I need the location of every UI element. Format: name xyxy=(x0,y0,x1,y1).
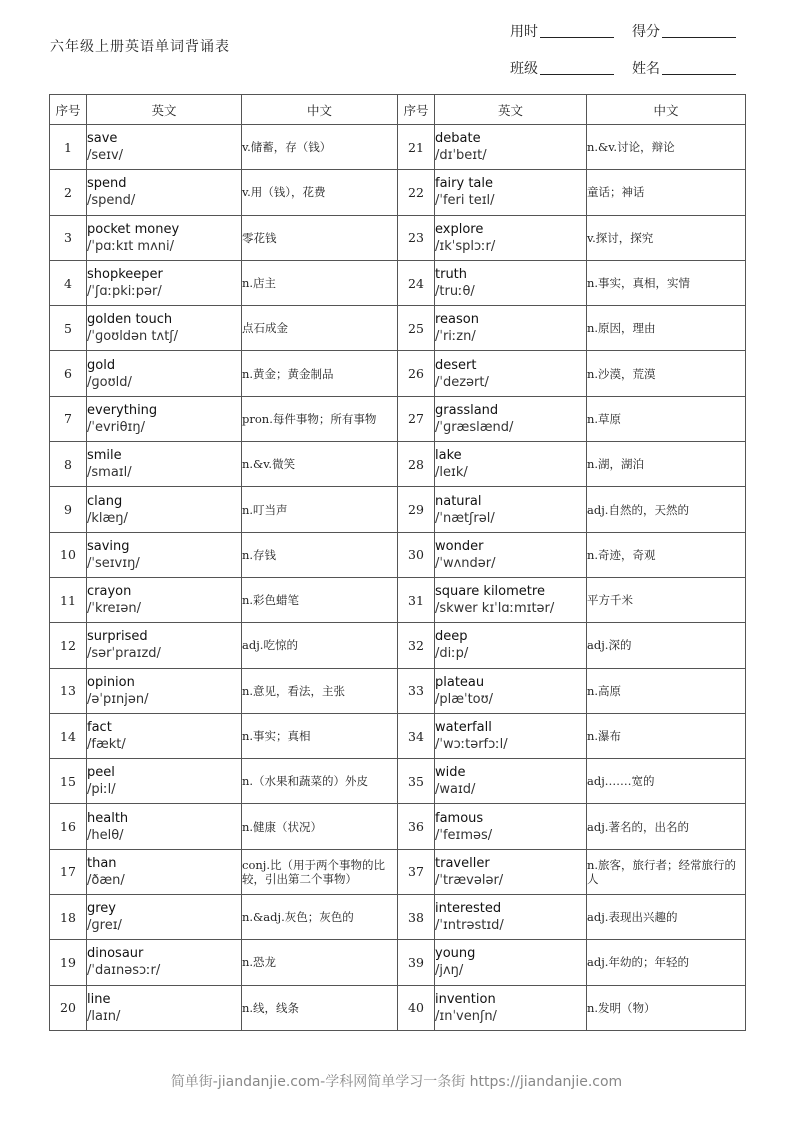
english-word: fact xyxy=(87,720,112,735)
word-number: 36 xyxy=(398,804,435,849)
english-cell xyxy=(87,849,242,894)
time-blank[interactable] xyxy=(540,36,614,38)
english-word: desert xyxy=(435,357,477,373)
table-row xyxy=(50,215,746,260)
phonetic: /ˈɪntrəstɪd/ xyxy=(435,918,504,934)
word-number: 40 xyxy=(398,985,435,1030)
word-number: 32 xyxy=(398,623,435,668)
english-word: debate xyxy=(435,131,481,147)
chinese-meaning: n.沙漠，荒漠 xyxy=(587,351,746,396)
english-cell xyxy=(435,849,587,894)
english-cell xyxy=(87,895,242,940)
chinese-meaning: n.（水果和蔬菜的）外皮 xyxy=(242,759,398,804)
english-cell xyxy=(87,351,242,396)
chinese-meaning: n.&adj.灰色；灰色的 xyxy=(242,895,398,940)
table-row xyxy=(50,849,746,894)
word-number: 19 xyxy=(50,940,87,985)
english-cell xyxy=(435,170,587,215)
word-number: 37 xyxy=(398,849,435,894)
english-word: surprised xyxy=(87,629,148,645)
table-row xyxy=(50,487,746,532)
word-number: 13 xyxy=(50,668,87,713)
chinese-meaning: 零花钱 xyxy=(242,215,398,260)
english-word: grey xyxy=(87,901,117,917)
english-cell xyxy=(87,260,242,305)
phonetic: /seɪv/ xyxy=(87,148,124,164)
score-blank[interactable] xyxy=(662,36,736,38)
chinese-meaning: n.湖，湖泊 xyxy=(587,442,746,487)
table-row xyxy=(50,623,746,668)
word-number: 12 xyxy=(50,623,87,668)
english-word: explore xyxy=(435,221,484,237)
header-chinese: 中文 xyxy=(242,95,398,125)
word-number: 34 xyxy=(398,713,435,758)
chinese-meaning: adj.表现出兴趣的 xyxy=(587,895,746,940)
phonetic: /ˈferi teɪl/ xyxy=(435,193,495,209)
chinese-meaning: n.草原 xyxy=(587,396,746,441)
table-row xyxy=(50,713,746,758)
english-word: golden touch xyxy=(87,312,173,328)
word-number: 29 xyxy=(398,487,435,532)
phonetic: /ˈkreɪən/ xyxy=(87,601,141,617)
chinese-meaning: n.高原 xyxy=(587,668,746,713)
phonetic: /klæŋ/ xyxy=(87,510,128,526)
chinese-meaning: v.探讨，探究 xyxy=(587,215,746,260)
phonetic: /ɪnˈvenʃn/ xyxy=(435,1008,497,1024)
english-word: saving xyxy=(87,538,130,554)
table-row xyxy=(50,532,746,577)
chinese-meaning: v.储蓄，存（钱） xyxy=(242,125,398,170)
english-word: natural xyxy=(435,493,482,509)
english-cell xyxy=(87,442,242,487)
table-row xyxy=(50,351,746,396)
word-number: 17 xyxy=(50,849,87,894)
phonetic: /dɪˈbeɪt/ xyxy=(435,148,487,164)
english-word: reason xyxy=(435,312,479,328)
phonetic: /ˈseɪvɪŋ/ xyxy=(87,555,140,571)
english-cell xyxy=(435,759,587,804)
english-word: peel xyxy=(87,765,115,781)
word-number: 18 xyxy=(50,895,87,940)
english-cell xyxy=(87,396,242,441)
chinese-meaning: n.奇迹，奇观 xyxy=(587,532,746,577)
english-cell xyxy=(87,668,242,713)
word-number: 31 xyxy=(398,577,435,622)
name-field[interactable] xyxy=(632,58,736,78)
english-cell xyxy=(87,804,242,849)
phonetic: /əˈpɪnjən/ xyxy=(87,691,149,707)
class-label: 班级 xyxy=(510,61,538,77)
table-row xyxy=(50,577,746,622)
english-cell xyxy=(435,940,587,985)
score-label: 得分 xyxy=(632,24,660,40)
chinese-meaning: n.健康（状况） xyxy=(242,804,398,849)
english-word: shopkeeper xyxy=(87,267,163,283)
chinese-meaning: n.事实，真相，实情 xyxy=(587,260,746,305)
header-english: 英文 xyxy=(87,95,242,125)
english-cell xyxy=(435,442,587,487)
header-chinese: 中文 xyxy=(587,95,746,125)
phonetic: /ˈtrævələr/ xyxy=(435,872,504,888)
english-word: health xyxy=(87,810,129,826)
phonetic: /ˈevriθɪŋ/ xyxy=(87,419,146,435)
table-row xyxy=(50,940,746,985)
english-word: plateau xyxy=(435,674,485,690)
phonetic: /ɡoʊld/ xyxy=(87,374,132,390)
chinese-meaning: n.事实；真相 xyxy=(242,713,398,758)
english-cell xyxy=(87,940,242,985)
word-number: 1 xyxy=(50,125,87,170)
table-row xyxy=(50,125,746,170)
phonetic: /smaɪl/ xyxy=(87,465,132,481)
phonetic: /laɪn/ xyxy=(87,1008,121,1024)
chinese-meaning: pron.每件事物；所有事物 xyxy=(242,396,398,441)
phonetic: /piːl/ xyxy=(87,782,116,798)
phonetic: /ˈwɔːtərfɔːl/ xyxy=(435,737,508,752)
english-word: dinosaur xyxy=(87,946,144,962)
english-word: square kilometre xyxy=(435,584,545,600)
english-cell xyxy=(87,985,242,1030)
table-row xyxy=(50,759,746,804)
english-cell xyxy=(87,125,242,170)
english-cell xyxy=(435,260,587,305)
time-label: 用时 xyxy=(510,24,538,40)
phonetic: /ˈɡoʊldən tʌtʃ/ xyxy=(87,329,179,345)
phonetic: /diːp/ xyxy=(435,646,469,662)
word-number: 23 xyxy=(398,215,435,260)
english-cell xyxy=(87,487,242,532)
english-word: traveller xyxy=(435,855,490,871)
word-number: 38 xyxy=(398,895,435,940)
chinese-meaning: n.旅客，旅行者；经常旅行的人 xyxy=(587,849,746,894)
english-cell xyxy=(435,215,587,260)
english-word: gold xyxy=(87,357,116,373)
header-english: 英文 xyxy=(435,95,587,125)
word-number: 2 xyxy=(50,170,87,215)
phonetic: /truːθ/ xyxy=(435,284,475,300)
english-word: wide xyxy=(435,765,466,781)
phonetic: /ɪkˈsplɔːr/ xyxy=(435,238,496,254)
english-word: grassland xyxy=(435,402,499,418)
word-number: 21 xyxy=(398,125,435,170)
english-cell xyxy=(435,125,587,170)
english-cell xyxy=(87,623,242,668)
chinese-meaning: n.意见，看法，主张 xyxy=(242,668,398,713)
phonetic: /waɪd/ xyxy=(435,782,476,798)
phonetic: /ˈnætʃrəl/ xyxy=(435,510,495,526)
english-word: interested xyxy=(435,901,502,917)
phonetic: /fækt/ xyxy=(87,737,126,752)
english-cell xyxy=(435,713,587,758)
phonetic: /leɪk/ xyxy=(435,465,468,481)
english-cell xyxy=(87,577,242,622)
english-cell xyxy=(87,759,242,804)
chinese-meaning: n.原因，理由 xyxy=(587,306,746,351)
chinese-meaning: adj.著名的，出名的 xyxy=(587,804,746,849)
word-number: 10 xyxy=(50,532,87,577)
word-number: 27 xyxy=(398,396,435,441)
word-number: 14 xyxy=(50,713,87,758)
table-row xyxy=(50,396,746,441)
chinese-meaning: n.线，线条 xyxy=(242,985,398,1030)
english-word: truth xyxy=(435,267,468,283)
chinese-meaning: n.恐龙 xyxy=(242,940,398,985)
score-field[interactable] xyxy=(632,21,736,41)
english-word: wonder xyxy=(435,538,484,554)
word-number: 6 xyxy=(50,351,87,396)
chinese-meaning: n.发明（物） xyxy=(587,985,746,1030)
phonetic: /sərˈpraɪzd/ xyxy=(87,646,161,662)
chinese-meaning: n.店主 xyxy=(242,260,398,305)
word-number: 28 xyxy=(398,442,435,487)
phonetic: /ˈriːzn/ xyxy=(435,329,476,345)
english-cell xyxy=(87,170,242,215)
chinese-meaning: n.叮当声 xyxy=(242,487,398,532)
table-row xyxy=(50,170,746,215)
chinese-meaning: v.用（钱），花费 xyxy=(242,170,398,215)
footer-watermark: 简单街-jiandanjie.com-学科网简单学习一条街 https://jiandanjie.com xyxy=(170,1074,623,1090)
chinese-meaning: n.彩色蜡笔 xyxy=(242,577,398,622)
class-field[interactable] xyxy=(510,58,614,78)
phonetic: /ɡreɪ/ xyxy=(87,918,122,934)
table-row xyxy=(50,895,746,940)
page-title: 六年级上册英语单词背诵表 xyxy=(50,39,230,55)
english-word: opinion xyxy=(87,674,135,690)
phonetic: /ˈpɑːkɪt mʌni/ xyxy=(87,238,175,254)
chinese-meaning: n.&v.微笑 xyxy=(242,442,398,487)
chinese-meaning: conj.比（用于两个事物的比较，引出第二个事物） xyxy=(242,849,398,894)
word-number: 20 xyxy=(50,985,87,1030)
english-cell xyxy=(435,351,587,396)
phonetic: /ˈdaɪnəsɔːr/ xyxy=(87,963,161,979)
phonetic: /ðæn/ xyxy=(87,872,125,888)
english-word: waterfall xyxy=(435,720,492,735)
english-word: young xyxy=(435,946,476,962)
header-number: 序号 xyxy=(50,95,87,125)
english-word: invention xyxy=(435,991,496,1007)
english-cell xyxy=(87,306,242,351)
phonetic: /plæˈtoʊ/ xyxy=(435,691,494,707)
english-word: pocket money xyxy=(87,221,180,237)
header-number: 序号 xyxy=(398,95,435,125)
english-word: spend xyxy=(87,176,127,192)
word-number: 5 xyxy=(50,306,87,351)
phonetic: /ˈdezərt/ xyxy=(435,374,489,390)
table-header-row xyxy=(50,95,746,125)
phonetic: /helθ/ xyxy=(87,827,124,843)
phonetic: /jʌŋ/ xyxy=(435,963,464,979)
english-cell xyxy=(435,487,587,532)
word-number: 24 xyxy=(398,260,435,305)
class-blank[interactable] xyxy=(540,73,614,75)
word-number: 7 xyxy=(50,396,87,441)
chinese-meaning: adj.吃惊的 xyxy=(242,623,398,668)
english-word: clang xyxy=(87,493,123,509)
table-row xyxy=(50,306,746,351)
english-word: than xyxy=(87,855,117,871)
english-cell xyxy=(435,668,587,713)
word-number: 26 xyxy=(398,351,435,396)
chinese-meaning: 童话；神话 xyxy=(587,170,746,215)
table-row xyxy=(50,668,746,713)
table-row xyxy=(50,260,746,305)
chinese-meaning: n.存钱 xyxy=(242,532,398,577)
word-number: 25 xyxy=(398,306,435,351)
chinese-meaning: adj.年幼的；年轻的 xyxy=(587,940,746,985)
chinese-meaning: adj.自然的，天然的 xyxy=(587,487,746,532)
english-word: lake xyxy=(435,448,462,464)
phonetic: /spend/ xyxy=(87,193,136,209)
english-word: smile xyxy=(87,448,122,464)
vocabulary-table xyxy=(49,94,746,1031)
english-cell xyxy=(435,396,587,441)
word-number: 4 xyxy=(50,260,87,305)
word-number: 39 xyxy=(398,940,435,985)
english-cell xyxy=(435,895,587,940)
word-number: 33 xyxy=(398,668,435,713)
phonetic: /ˈɡræslænd/ xyxy=(435,419,514,435)
chinese-meaning: 平方千米 xyxy=(587,577,746,622)
english-cell xyxy=(435,804,587,849)
word-number: 22 xyxy=(398,170,435,215)
english-cell xyxy=(87,713,242,758)
word-number: 30 xyxy=(398,532,435,577)
english-cell xyxy=(435,623,587,668)
phonetic: /ˈʃɑːpkiːpər/ xyxy=(87,284,162,300)
english-word: fairy tale xyxy=(435,176,493,192)
chinese-meaning: adj.深的 xyxy=(587,623,746,668)
word-number: 3 xyxy=(50,215,87,260)
time-field[interactable] xyxy=(510,21,614,41)
table-row xyxy=(50,985,746,1030)
chinese-meaning: adj.……宽的 xyxy=(587,759,746,804)
phonetic: /ˈfeɪməs/ xyxy=(435,827,493,843)
english-cell xyxy=(435,985,587,1030)
chinese-meaning: 点石成金 xyxy=(242,306,398,351)
word-number: 16 xyxy=(50,804,87,849)
english-word: crayon xyxy=(87,584,132,600)
student-info xyxy=(510,22,736,96)
english-word: line xyxy=(87,991,111,1007)
table-row xyxy=(50,804,746,849)
english-cell xyxy=(435,532,587,577)
chinese-meaning: n.黄金；黄金制品 xyxy=(242,351,398,396)
english-cell xyxy=(435,306,587,351)
word-number: 9 xyxy=(50,487,87,532)
table-row xyxy=(50,442,746,487)
word-number: 11 xyxy=(50,577,87,622)
english-word: famous xyxy=(435,810,484,826)
chinese-meaning: n.&v.讨论，辩论 xyxy=(587,125,746,170)
word-number: 8 xyxy=(50,442,87,487)
english-word: deep xyxy=(435,629,468,645)
english-cell xyxy=(87,215,242,260)
phonetic: /ˈwʌndər/ xyxy=(435,555,496,571)
chinese-meaning: n.瀑布 xyxy=(587,713,746,758)
english-word: save xyxy=(87,131,118,147)
name-blank[interactable] xyxy=(662,73,736,75)
name-label: 姓名 xyxy=(632,61,660,77)
word-number: 35 xyxy=(398,759,435,804)
english-word: everything xyxy=(87,402,158,418)
word-number: 15 xyxy=(50,759,87,804)
english-cell xyxy=(435,577,587,622)
english-cell xyxy=(87,532,242,577)
phonetic: /skwer kɪˈlɑːmɪtər/ xyxy=(435,601,555,617)
